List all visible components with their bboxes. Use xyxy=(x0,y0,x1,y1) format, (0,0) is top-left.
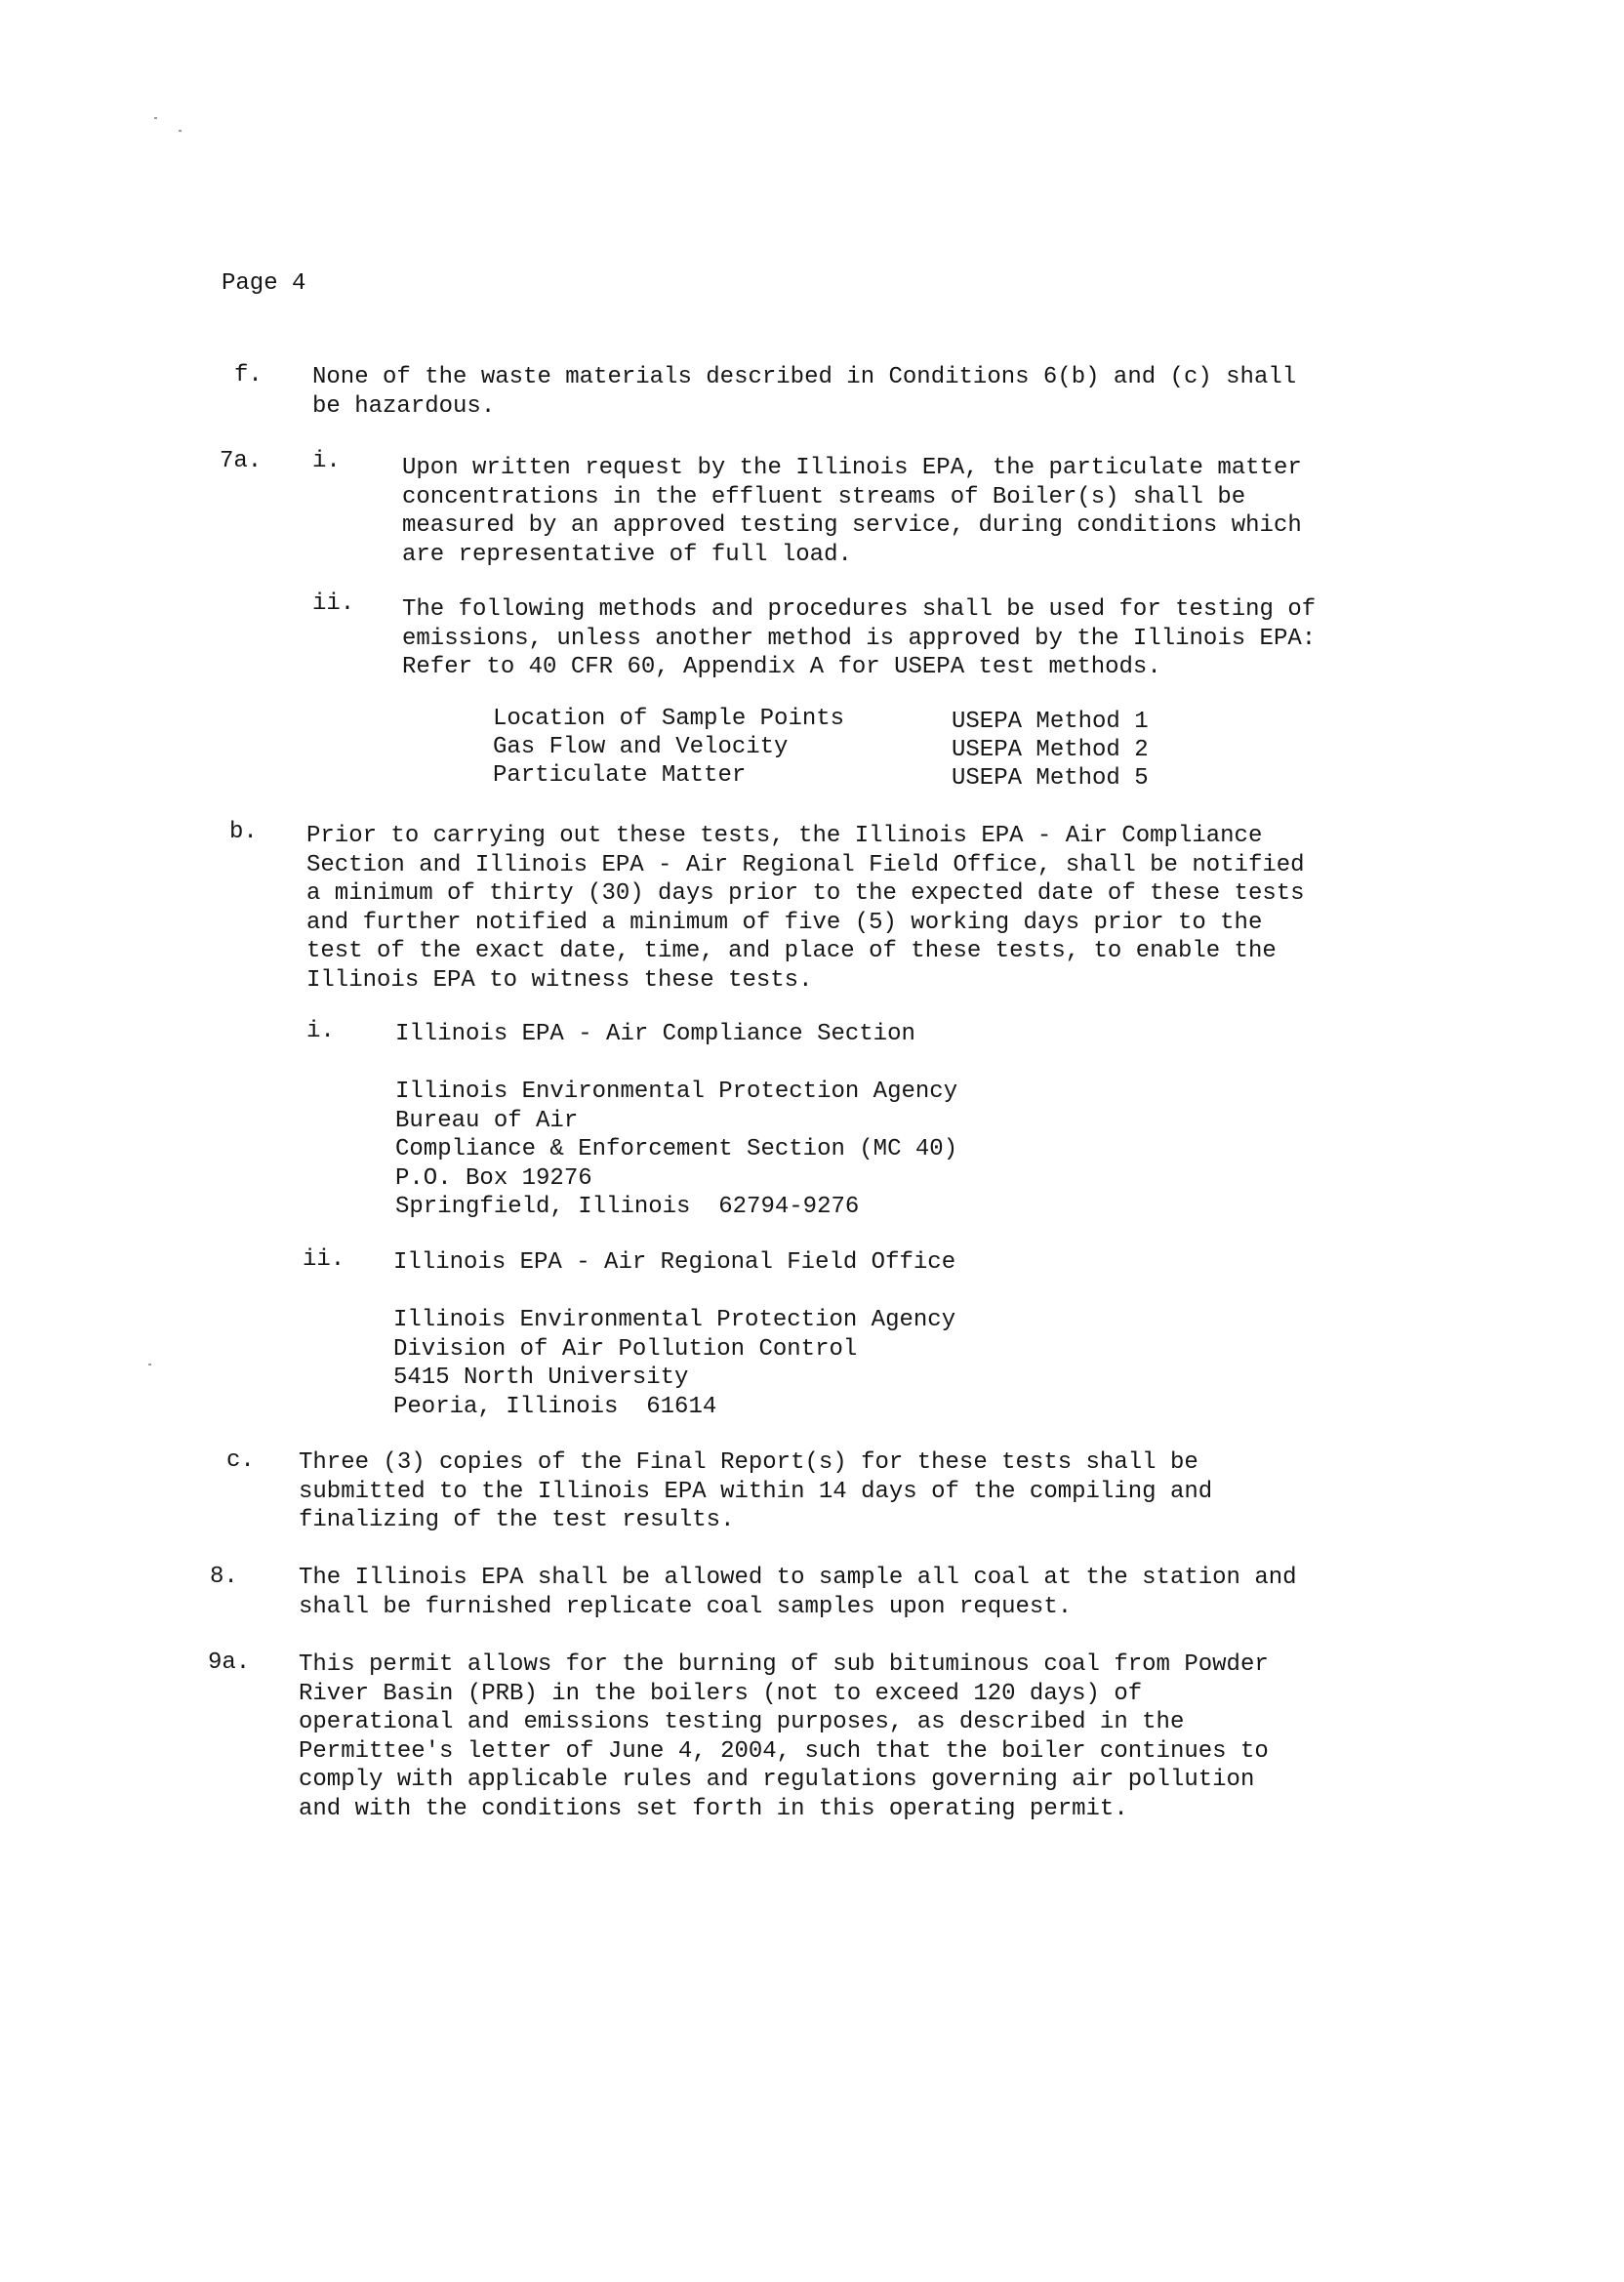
method-name: USEPA Method 5 xyxy=(952,765,1149,792)
condition-7a-i-label: i. xyxy=(312,448,341,474)
page-header: Page 4 xyxy=(222,270,306,297)
condition-b-i-heading: Illinois EPA - Air Compliance Section xyxy=(395,1021,915,1047)
scan-speck xyxy=(148,1364,151,1365)
condition-9a-text: This permit allows for the burning of sub bituminous coal from Powder River Basin (PRB) in the boilers (not to exceed 120 days) of operational and emissions testing purposes, as described in the Permittee's letter of June 4, 2004, such that the boiler continues to comply with applicable rules and regulations governing air pollution and with the conditions set forth in this operating permit. xyxy=(299,1651,1269,1822)
condition-b-text: Prior to carrying out these tests, the Illinois EPA - Air Compliance Section and Illinois EPA - Air Regional Field Office, shall be notified a minimum of thirty (30) days prior to the expected date of these tests and further notified a minimum of five (5) working days prior to the test of the exact date, time, and place of these tests, to enable the Illinois EPA to witness these tests. xyxy=(306,823,1305,994)
condition-7a-i-text: Upon written request by the Illinois EPA, the particulate matter concentrations in the effluent streams of Boiler(s) shall be measured by an approved testing service, during conditions which are representative of full load. xyxy=(402,455,1302,568)
scan-speck xyxy=(154,117,157,119)
condition-8-text: The Illinois EPA shall be allowed to sample all coal at the station and shall be furnished replicate coal samples upon request. xyxy=(299,1565,1297,1620)
condition-c-text: Three (3) copies of the Final Report(s) for these tests shall be submitted to the Illinois EPA within 14 days of the compiling and finalizing of the test results. xyxy=(299,1449,1213,1533)
condition-7a-ii-label: ii. xyxy=(312,591,355,617)
method-name: USEPA Method 2 xyxy=(952,737,1149,763)
compliance-section-address: Illinois Environmental Protection Agency Bureau of Air Compliance & Enforcement Section (MC 40) P.O. Box 19276 Springfield, Illinois 62794-9276 xyxy=(395,1079,958,1220)
method-name: USEPA Method 1 xyxy=(952,709,1149,735)
regional-office-address: Illinois Environmental Protection Agency Division of Air Pollution Control 5415 North University Peoria, Illinois 61614 xyxy=(393,1307,956,1420)
condition-b-ii-label: ii. xyxy=(303,1246,345,1273)
method-item: Location of Sample Points xyxy=(493,706,845,732)
condition-b-i-label: i. xyxy=(306,1018,335,1044)
condition-8-label: 8. xyxy=(210,1564,238,1590)
condition-7a-ii-text: The following methods and procedures shall be used for testing of emissions, unless another method is approved by the Illinois EPA: Refer to 40 CFR 60, Appendix A for USEPA test methods. xyxy=(402,596,1317,680)
method-item: Particulate Matter xyxy=(493,762,747,789)
condition-f-text: None of the waste materials described in Conditions 6(b) and (c) shall be hazardous. xyxy=(312,364,1297,420)
condition-7a-label: 7a. xyxy=(220,448,263,474)
method-item: Gas Flow and Velocity xyxy=(493,734,789,760)
condition-f-label: f. xyxy=(234,362,263,388)
condition-b-ii-heading: Illinois EPA - Air Regional Field Office xyxy=(393,1249,956,1276)
condition-b-label: b. xyxy=(229,819,258,845)
condition-9a-label: 9a. xyxy=(208,1650,251,1676)
condition-c-label: c. xyxy=(226,1447,255,1474)
scan-speck xyxy=(179,130,182,132)
